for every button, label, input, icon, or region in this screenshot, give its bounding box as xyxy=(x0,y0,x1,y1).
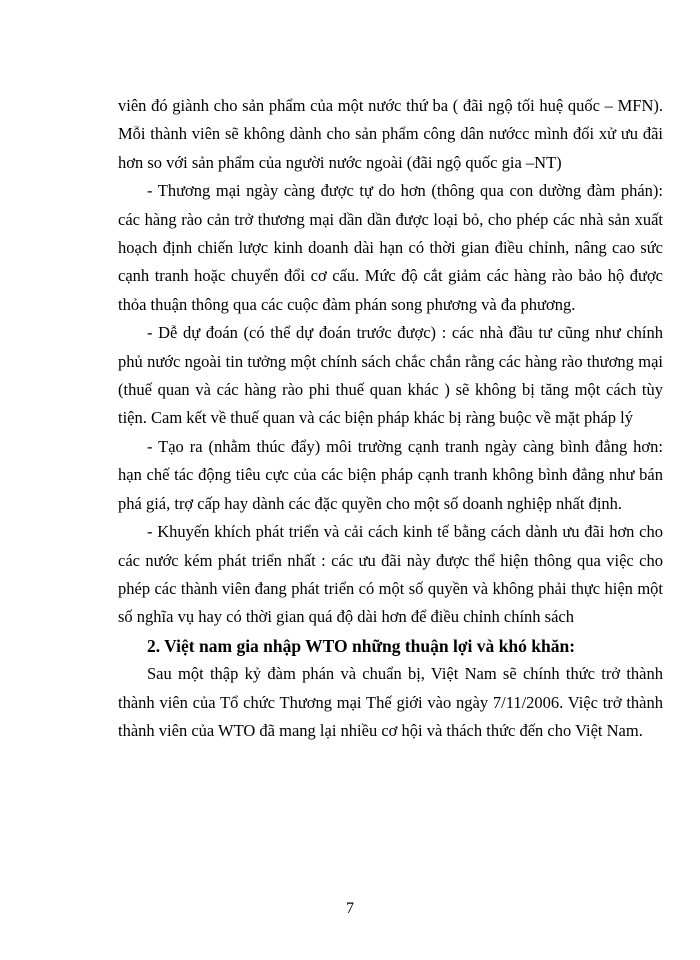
section-heading: 2. Việt nam gia nhập WTO những thuận lợi và khó khăn: xyxy=(147,635,576,656)
page-body xyxy=(118,92,663,745)
paragraph-predictability: - Dễ dự đoán (có thể dự đoán trước được) : các nhà đầu tư cũng như chính phủ nước ngoài tin tưởng một chính sách chắc chắn rằng các hàng rào thương mại (thuế quan và các hàng rào phi thuế quan khác ) sẽ không bị tăng một cách tùy tiện. Cam kết về thuế quan và các biện pháp khác bị ràng buộc về mặt pháp lý xyxy=(118,323,663,428)
paragraph-fair-competition: - Tạo ra (nhằm thúc đẩy) môi trường cạnh tranh ngày càng bình đẳng hơn: hạn chế tác động tiêu cực của các biện pháp cạnh tranh không bình đẳng như bán phá giá, trợ cấp hay dành các đặc quyền cho một số doanh nghiệp nhất định. xyxy=(118,436,663,513)
paragraph-development-reform: - Khuyến khích phát triển và cải cách kinh tế bằng cách dành ưu đãi hơn cho các nước kém phát triển nhất : các ưu đãi này được thể hiện thông qua việc cho phép các thành viên đang phát triển có một số quyền và không phải thực hiện một số nghĩa vụ hay có thời gian quá độ dài hơn để điều chỉnh chính sách xyxy=(118,522,663,627)
paragraph-mfn-nt-continuation: viên đó giành cho sản phẩm của một nước thứ ba ( đãi ngộ tối huệ quốc – MFN). Mỗi thành viên sẽ không dành cho sản phẩm công dân nướcc mình đối xử ưu đãi hơn so với sản phẩm của người nước ngoài (đãi ngộ quốc gia –NT) xyxy=(118,96,663,172)
paragraph-trade-liberalization: - Thương mại ngày càng được tự do hơn (thông qua con dường đàm phán): các hàng rào cản trở thương mại dần dần được loại bỏ, cho phép các nhà sản xuất hoạch định chiến lược kinh doanh dài hạn có thời gian điều chỉnh, nâng cao sức cạnh tranh hoặc chuyển đổi cơ cấu. Mức độ cắt giảm các hàng rào bảo hộ được thỏa thuận thông qua các cuộc đàm phán song phương và đa phương. xyxy=(118,181,663,314)
page-number: 7 xyxy=(346,900,354,917)
paragraph-vietnam-accession: Sau một thập kỷ đàm phán và chuẩn bị, Việt Nam sẽ chính thức trở thành thành viên của Tổ chức Thương mại Thế giới vào ngày 7/11/2006. Việc trở thành thành viên của WTO đã mang lại nhiều cơ hội và thách thức đến cho Việt Nam. xyxy=(118,664,663,740)
